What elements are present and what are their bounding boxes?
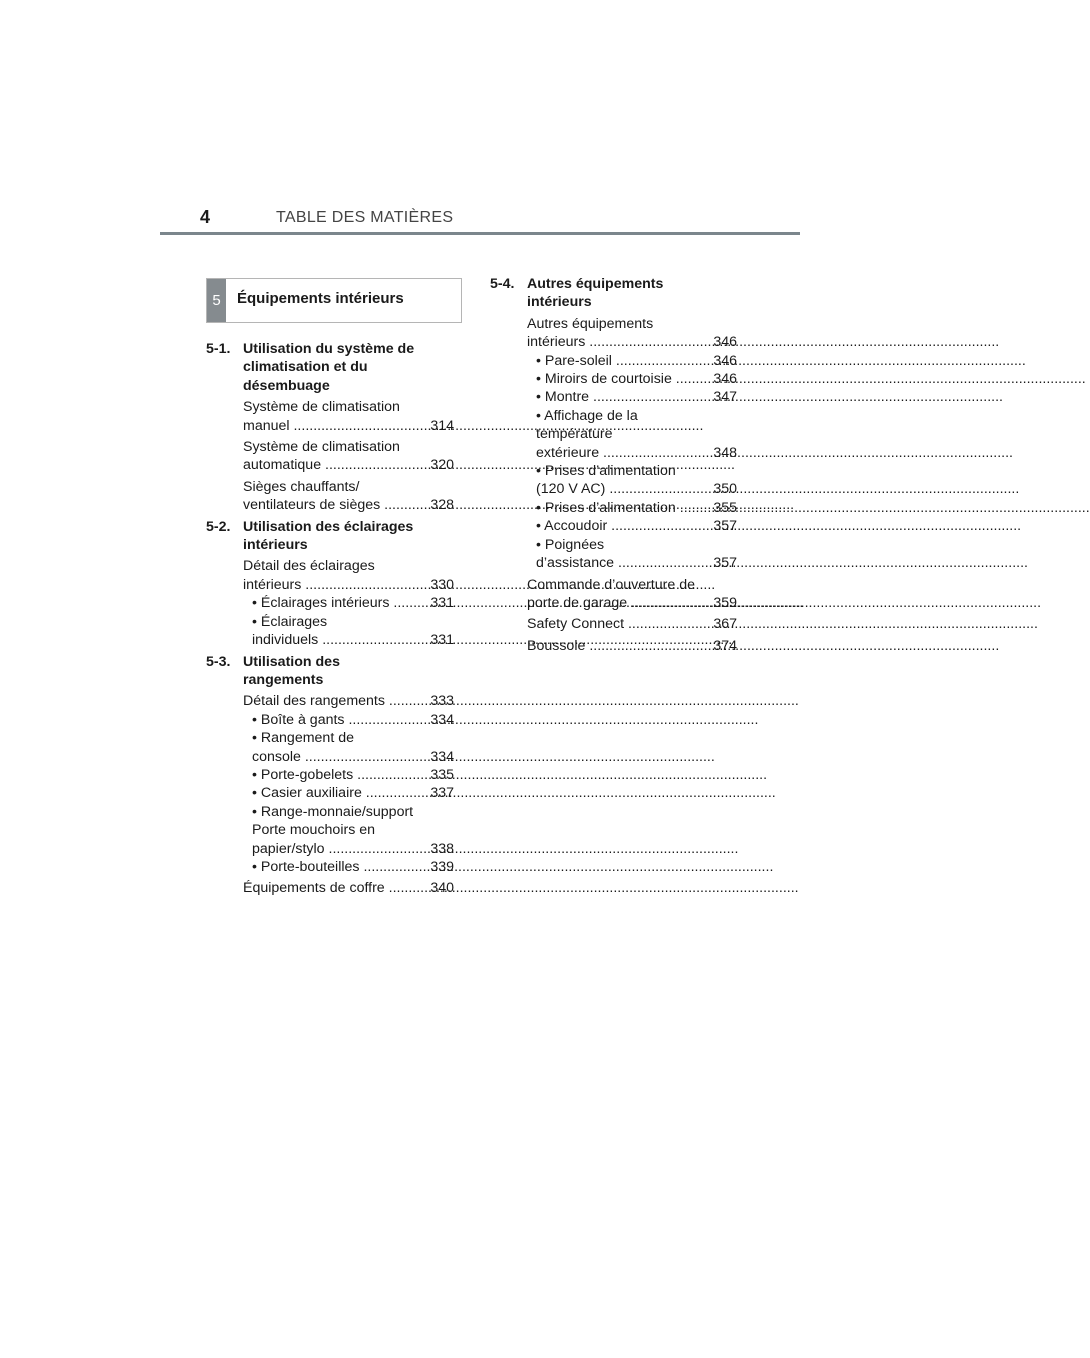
- toc-entry-label: • Casier auxiliaire .....: [252, 784, 429, 802]
- toc-entry-label: Autres équipements intérieurs .....: [527, 315, 712, 352]
- toc-entry-label: Commande d’ouverture de porte de garage .....: [527, 576, 712, 613]
- toc-entry-outside-temperature[interactable]: [490, 407, 737, 462]
- toc-page-number: 328: [430, 497, 454, 514]
- toc-page-number: 339: [430, 858, 454, 875]
- toc-entry-label: • Porte-gobelets .....: [252, 766, 429, 784]
- toc-page-number: 338: [430, 840, 454, 857]
- toc-entry-label: • Range-monnaie/support Porte mouchoirs en papier/stylo .....: [252, 803, 429, 858]
- toc-entry-armrest[interactable]: [490, 517, 737, 535]
- toc-entry-sun-visors[interactable]: [490, 352, 737, 370]
- toc-entry-interior-lights[interactable]: [206, 557, 454, 594]
- toc-page-number: 330: [430, 576, 454, 593]
- toc-entry-safety-connect[interactable]: [490, 615, 737, 633]
- chapter-title: Autres équipements intérieurs: [527, 276, 664, 311]
- chapter-5-3[interactable]: [206, 653, 454, 690]
- section-heading: [206, 278, 462, 323]
- chapter-number: 5-3.: [206, 653, 231, 670]
- toc-entry-glove-box[interactable]: [206, 711, 454, 729]
- toc-entry-console-box[interactable]: [206, 729, 454, 766]
- toc-page-number: 340: [430, 880, 454, 897]
- toc-page-number: 331: [430, 632, 454, 649]
- header-rule: [160, 232, 800, 235]
- toc-entry-assist-grips[interactable]: [490, 536, 737, 573]
- toc-page-number: 346: [713, 371, 737, 388]
- toc-entry-label: Détail des éclairages intérieurs .....: [243, 557, 429, 594]
- section-number-tab: 5: [207, 279, 226, 322]
- toc-page-number: 374: [713, 637, 737, 654]
- toc-entry-label: • Porte-bouteilles .....: [252, 858, 429, 876]
- toc-entry-compass[interactable]: [490, 637, 737, 655]
- toc-entry-storage-overview[interactable]: [206, 692, 454, 710]
- section-title: Équipements intérieurs: [237, 290, 404, 307]
- toc-entry-label: Système de climatisation manuel .....: [243, 398, 429, 435]
- toc-entry-label: Détail des rangements .....: [243, 692, 429, 710]
- chapter-5-1[interactable]: [206, 340, 454, 395]
- toc-entry-automatic-ac[interactable]: [206, 438, 454, 475]
- chapter-title: Utilisation du système de climatisation et du désembuage: [243, 341, 415, 394]
- toc-entry-luggage-features[interactable]: [206, 879, 454, 897]
- toc-entry-vanity-mirrors[interactable]: [490, 370, 737, 388]
- toc-entry-auxiliary-box[interactable]: [206, 784, 454, 802]
- toc-page-number: 350: [713, 481, 737, 498]
- toc-entry-power-outlets[interactable]: [490, 499, 737, 517]
- page-header: [160, 200, 800, 236]
- toc-entry-other-features[interactable]: [490, 315, 737, 352]
- toc-entry-label: • Prises d’alimentation (120 V AC) .....: [536, 462, 712, 499]
- toc-entry-label: Safety Connect .....: [527, 615, 712, 633]
- toc-entry-bottle-holders[interactable]: [206, 858, 454, 876]
- toc-entry-label: Boussole .....: [527, 637, 712, 655]
- page-number: 4: [200, 207, 211, 227]
- chapter-5-4[interactable]: [490, 275, 737, 312]
- toc-page-number: 348: [713, 444, 737, 461]
- chapter-number: 5-2.: [206, 518, 231, 535]
- toc-entry-label: • Prises d’alimentation .....: [536, 499, 712, 517]
- toc-entry-power-outlets-120v[interactable]: [490, 462, 737, 499]
- toc-page-number: 333: [430, 693, 454, 710]
- toc-page-number: 347: [713, 389, 737, 406]
- toc-entry-label: • Boîte à gants .....: [252, 711, 429, 729]
- toc-page-number: 355: [713, 499, 737, 516]
- toc-page-number: 335: [430, 766, 454, 783]
- toc-entry-label: • Montre .....: [536, 388, 712, 406]
- chapter-title: Utilisation des rangements: [243, 653, 340, 688]
- toc-entry-label: Sièges chauffants/ ventilateurs de sièges .....: [243, 478, 429, 515]
- chapter-number: 5-4.: [490, 276, 515, 292]
- toc-entry-garage-door-opener[interactable]: [490, 576, 737, 613]
- chapter-number: 5-1.: [206, 341, 231, 357]
- toc-page-number: 346: [713, 352, 737, 369]
- toc-page-number: 359: [713, 594, 737, 611]
- toc-page-number: 367: [713, 616, 737, 633]
- toc-entry-heated-seats[interactable]: [206, 478, 454, 515]
- toc-entry-label: • Éclairages intérieurs .....: [252, 594, 429, 612]
- toc-page-number: 337: [430, 785, 454, 802]
- toc-entry-personal-lights[interactable]: [206, 613, 454, 650]
- toc-page-number: 320: [430, 457, 454, 474]
- toc-page-number: 357: [713, 518, 737, 535]
- toc-entry-coin-holder[interactable]: [206, 803, 454, 858]
- chapter-title: Utilisation des éclairages intérieurs: [243, 518, 414, 554]
- toc-entry-manual-ac[interactable]: [206, 398, 454, 435]
- toc-entry-interior-lamps[interactable]: [206, 594, 454, 612]
- toc-entry-label: • Accoudoir .....: [536, 517, 712, 535]
- toc-entry-label: Système de climatisation automatique .....: [243, 438, 429, 475]
- toc-entry-clock[interactable]: [490, 388, 737, 406]
- chapter-5-2[interactable]: [206, 518, 454, 555]
- toc-entry-label: • Miroirs de courtoisie .....: [536, 370, 712, 388]
- toc-page-number: 331: [430, 595, 454, 612]
- toc-entry-label: • Éclairages individuels .....: [252, 613, 429, 650]
- toc-entry-label: Équipements de coffre .....: [243, 879, 429, 897]
- toc-entry-label: • Affichage de la température extérieure .....: [536, 407, 712, 462]
- toc-entry-label: • Pare-soleil .....: [536, 352, 712, 370]
- toc-page-number: 334: [430, 711, 454, 728]
- toc-entry-cup-holders[interactable]: [206, 766, 454, 784]
- toc-left-column: [206, 340, 454, 901]
- toc-entry-label: • Poignées d’assistance .....: [536, 536, 712, 573]
- toc-page-number: 334: [430, 748, 454, 765]
- header-title: TABLE DES MATIÈRES: [276, 209, 454, 226]
- toc-entry-label: • Rangement de console .....: [252, 729, 429, 766]
- toc-page-number: 314: [430, 417, 454, 434]
- toc-page-number: 357: [713, 555, 737, 572]
- toc-page-number: 346: [713, 334, 737, 351]
- toc-right-column: [490, 275, 737, 658]
